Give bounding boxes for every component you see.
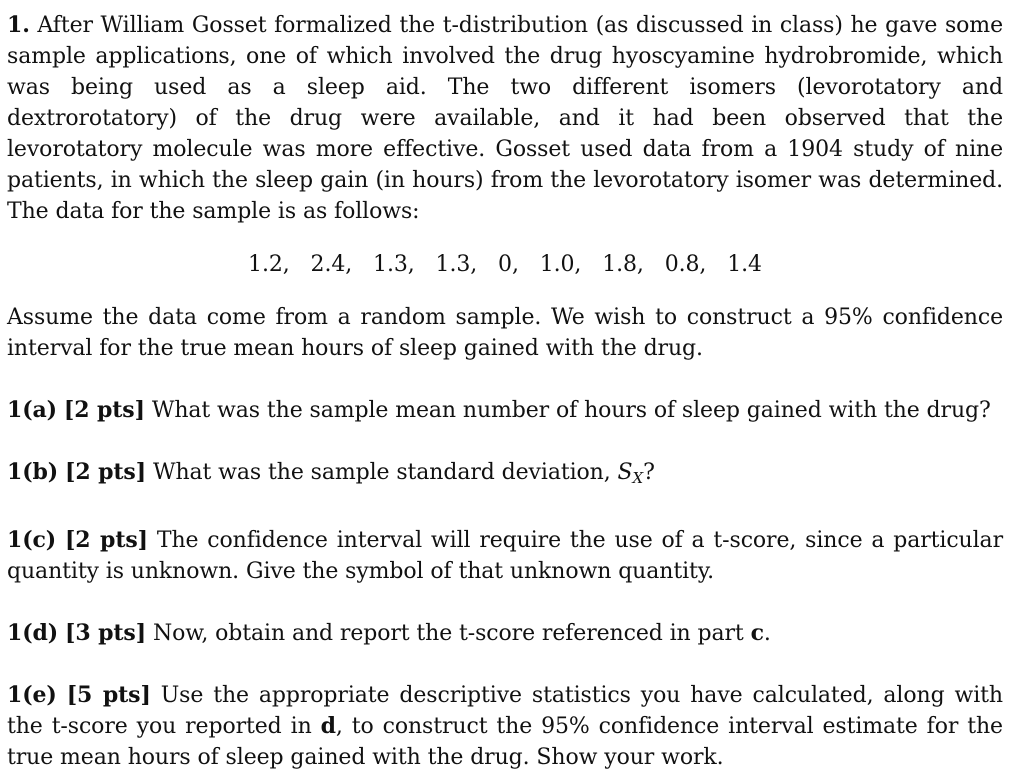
math-subscript: X [632, 469, 644, 487]
question-suffix: . [763, 621, 771, 646]
part-reference: d [320, 713, 336, 739]
question-1c [7, 525, 1003, 587]
question-text: The confidence interval will require the use of a t-score, since a particular quantity is unknown. Give the symbol of that unknown quantity. [7, 528, 1003, 584]
part-reference: c [750, 620, 764, 646]
sample-data-list [7, 249, 1003, 280]
question-1a [7, 395, 1003, 426]
question-text-cont: , to construct the 95% confidence interval estimate for the true mean hours of sleep gained with the drug. Show your work. [7, 714, 1003, 770]
question-1d [7, 618, 1003, 649]
data-value: 1.3, [373, 252, 415, 277]
question-suffix: ? [643, 460, 655, 485]
problem-page [7, 10, 1003, 773]
question-text: What was the sample mean number of hours of sleep gained with the drug? [151, 398, 991, 423]
question-label: 1(e) [7, 682, 57, 708]
question-points: [2 pts] [63, 397, 145, 423]
question-points: [3 pts] [65, 620, 147, 646]
question-text: What was the sample standard deviation, [152, 460, 611, 485]
question-points: [5 pts] [66, 682, 151, 708]
question-points: [2 pts] [65, 527, 148, 553]
question-label: 1(a) [7, 397, 57, 423]
problem-intro-text: After William Gosset formalized the t-distribution (as discussed in class) he gave some sample applications, one of which involved the drug hyoscyamine hydrobromide, which was being used as a sleep aid. The two different isomers (levorotatory and dextrorotatory) of the drug were available, and it had been observed that the levorotatory molecule was more effective. Gosset used data from a 1904 study of nine patients, in which the sleep gain (in hours) from the levorotatory isomer was determined. The data for the sample is as follows: [7, 13, 1003, 224]
data-value: 1.4 [727, 252, 762, 277]
problem-intro [7, 10, 1003, 227]
data-value: 1.3, [435, 252, 478, 277]
data-value: 0, [498, 252, 519, 277]
question-1b [7, 457, 1003, 494]
question-text: Use the appropriate descriptive statistics you have calculated, along with the t-score you reported in [7, 683, 1003, 739]
data-value: 1.8, [602, 252, 644, 277]
question-label: 1(d) [7, 620, 59, 646]
question-label: 1(c) [7, 527, 57, 553]
data-value: 1.0, [539, 252, 582, 277]
question-1e [7, 680, 1003, 773]
data-value: 0.8, [664, 252, 707, 277]
question-text: Now, obtain and report the t-score referenced in part [152, 621, 744, 646]
question-label: 1(b) [7, 459, 59, 485]
problem-number: 1. [7, 12, 30, 38]
data-value: 2.4, [310, 252, 353, 277]
assumption-text: Assume the data come from a random sample. We wish to construct a 95% confidence interval for the true mean hours of sleep gained with the drug. [7, 305, 1003, 361]
math-symbol: S [617, 460, 633, 485]
question-points: [2 pts] [65, 459, 147, 485]
data-value: 1.2, [248, 252, 290, 277]
